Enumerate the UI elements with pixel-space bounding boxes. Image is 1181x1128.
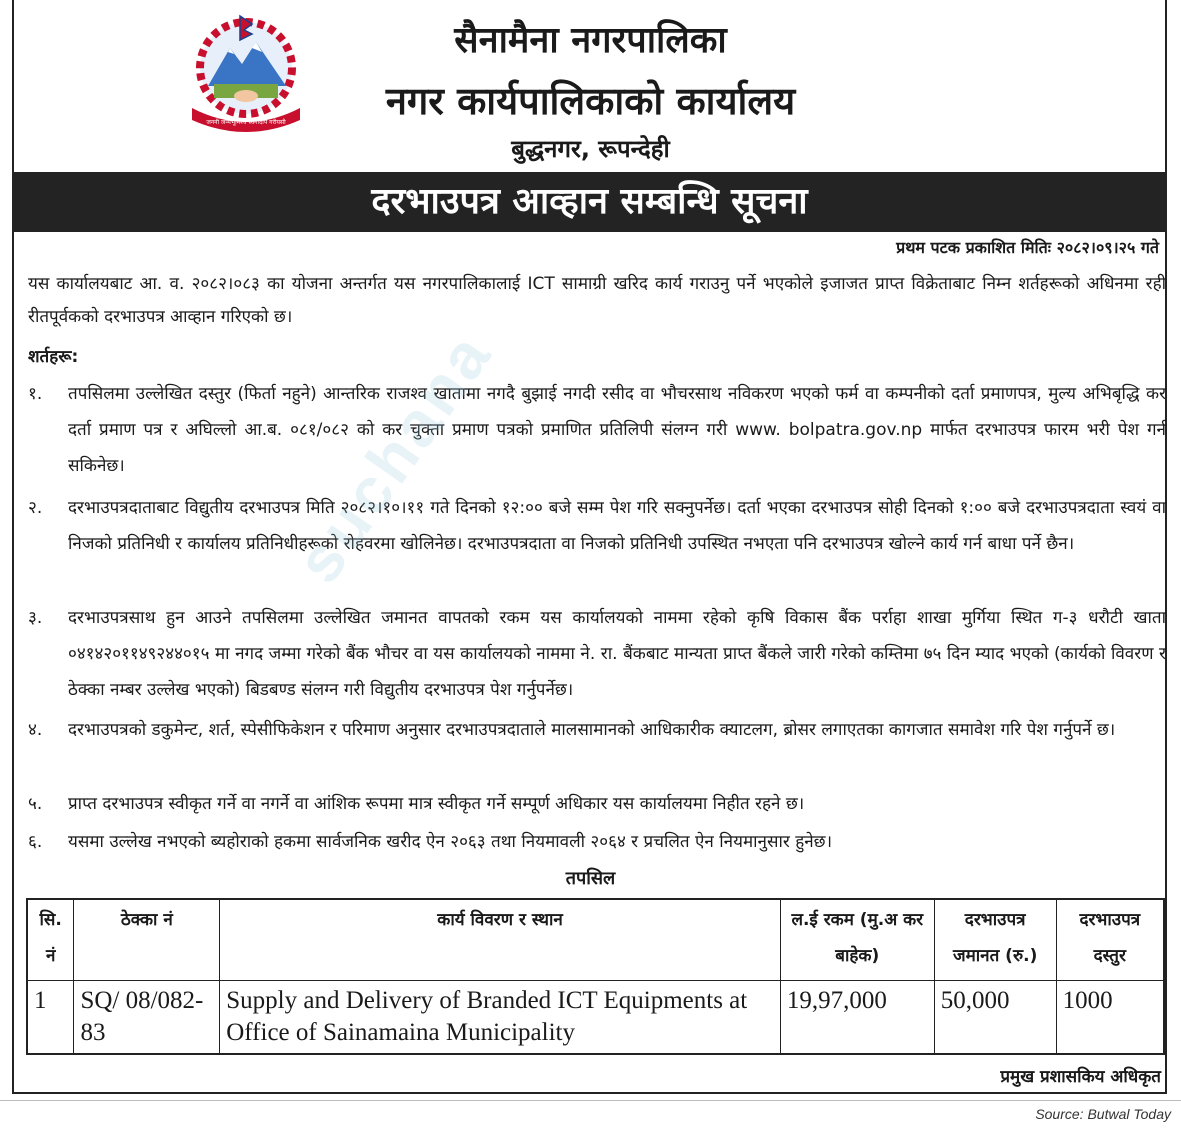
condition-number: ६. [28,832,43,852]
signatory-title: प्रमुख प्रशासकिय अधिकृत [1000,1067,1161,1087]
condition-item [28,600,1166,708]
source-credit: Source: Butwal Today [1035,1106,1171,1122]
condition-number: १. [28,384,43,404]
schedule-table [26,898,1165,1055]
col-header-cost-estimate: ल.ई रकम (मु.अ कर बाहेक) [780,899,934,981]
cell-bid-security: 50,000 [934,981,1056,1055]
cell-bid-fee: 1000 [1056,981,1164,1055]
emblem-motto: जननी जन्मभूमिश्च स्वर्गादपि गरीयसी [206,119,286,126]
cell-contract-no: SQ/ 08/082-83 [74,981,220,1055]
col-header-sn: सि. नं [27,899,74,981]
schedule-heading: तपसिल [565,868,616,889]
condition-text: यसमा उल्लेख नभएको ब्यहोराको हकमा सार्वजनिक खरीद ऐन २०६३ तथा नियमावली २०६४ र प्रचलित ऐन नियमानुसार हुनेछ। [68,832,833,852]
watermark: suchana [281,318,506,596]
office-address: बुद्धनगर, रूपन्देही [511,135,670,163]
office-name: नगर कार्यपालिकाको कार्यालय [385,79,796,123]
condition-text: दरभाउपत्रको डकुमेन्ट, शर्त, स्पेसीफिकेशन र परिमाण अनुसार दरभाउपत्रदाताले मालसामानको आधिकारीक क्याटलग, ब्रोसर लगाएतका कागजात समावेश गरि पेश गर्नुपर्ने छ। [68,720,1116,740]
conditions-heading: शर्तहरू: [28,347,79,367]
condition-text: दरभाउपत्रसाथ हुन आउने तपसिलमा उल्लेखित जमानत वापतको रकम यस कार्यालयको नाममा रहेको कृषि विकास बैंक पर्राहा शाखा मुर्गिया स्थित ग-३ धरौटी खाता ०४१४२०११४९२४४०१५ मा नगद जम्मा गरेको बैंक भौचर वा यस कार्यालयको नाममा ने. रा. बैंकबाट मान्यता प्राप्त बैंकले जारी गरेको कम्तिमा ७५ दिन म्याद भएको (कार्यको विवरण र ठेक्का नम्बर उल्लेख भएको) बिडबण्ड संलग्न गरी विद्युतीय दरभाउपत्र पेश गर्नुपर्नेछ। [68,608,1166,700]
condition-number: ५. [28,794,43,814]
col-header-description: कार्य विवरण र स्थान [220,899,781,981]
col-header-bid-security: दरभाउपत्र जमानत (रु.) [934,899,1056,981]
condition-number: ३. [28,608,43,628]
footer-divider [0,1100,1181,1101]
table-header-row [27,899,1164,981]
cell-description: Supply and Delivery of Branded ICT Equipments at Office of Sainamaina Municipality [220,981,781,1055]
condition-item [28,376,1166,484]
condition-item [28,786,1166,822]
cell-cost-estimate: 19,97,000 [780,981,934,1055]
condition-text: दरभाउपत्रदाताबाट विद्युतीय दरभाउपत्र मिति २०८२।१०।११ गते दिनको १२:०० बजे सम्म पेश गरि सक्नुपर्नेछ। दर्ता भएका दरभाउपत्र सोही दिनको १:०० बजे दरभाउपत्रदाता स्वयं वा निजको प्रतिनिधी र कार्यालय प्रतिनिधीहरूको रोहवरमा खोलिनेछ। दरभाउपत्रदाता वा निजको प्रतिनिधी उपस्थित नभएता पनि दरभाउपत्र खोल्ने कार्य गर्न बाधा पर्ने छैन। [68,498,1166,554]
table-row [27,981,1164,1055]
condition-number: २. [28,498,43,518]
intro-paragraph: यस कार्यालयबाट आ. व. २०८२।०८३ का योजना अन्तर्गत यस नगरपालिकालाई ICT सामाग्री खरिद कार्य गराउनु पर्ने भएकोले इजाजत प्राप्त विक्रेताबाट निम्न शर्तहरूको अधिनमा रही रीतपूर्वकको दरभाउपत्र आव्हान गरिएको छ। [28,274,1166,327]
publication-date: प्रथम पटक प्रकाशित मितिः २०८२।०९।२५ गते [896,238,1159,257]
condition-text: प्राप्त दरभाउपत्र स्वीकृत गर्ने वा नगर्ने वा आंशिक रूपमा मात्र स्वीकृत गर्ने सम्पूर्ण अधिकार यस कार्यालयमा निहीत रहने छ। [68,794,805,814]
condition-text: तपसिलमा उल्लेखित दस्तुर (फिर्ता नहुने) आन्तरिक राजश्व खातामा नगदै बुझाई नगदी रसीद वा भौचरसाथ नविकरण भएको फर्म वा कम्पनीको दर्ता प्रमाणपत्र, मुल्य अभिबृद्धि कर दर्ता प्रमाण पत्र र अघिल्लो आ.ब. ०८१/०८२ को कर चुक्ता प्रमाण पत्रको प्रमाणित प्रतिलिपी संलग्न गरी www. bolpatra.gov.np मार्फत दरभाउपत्र फारम भरी पेश गर्न सकिनेछ। [68,384,1166,476]
condition-item [28,824,1166,860]
municipality-name: सैनामैना नगरपालिका [454,20,727,61]
condition-item [28,712,1166,748]
col-header-contract-no: ठेक्का नं [74,899,220,981]
condition-number: ४. [28,720,43,740]
col-header-bid-fee: दरभाउपत्र दस्तुर [1056,899,1164,981]
notice-title: दरभाउपत्र आव्हान सम्बन्धि सूचना [12,172,1167,232]
condition-item [28,490,1166,562]
cell-sn: 1 [27,981,74,1055]
